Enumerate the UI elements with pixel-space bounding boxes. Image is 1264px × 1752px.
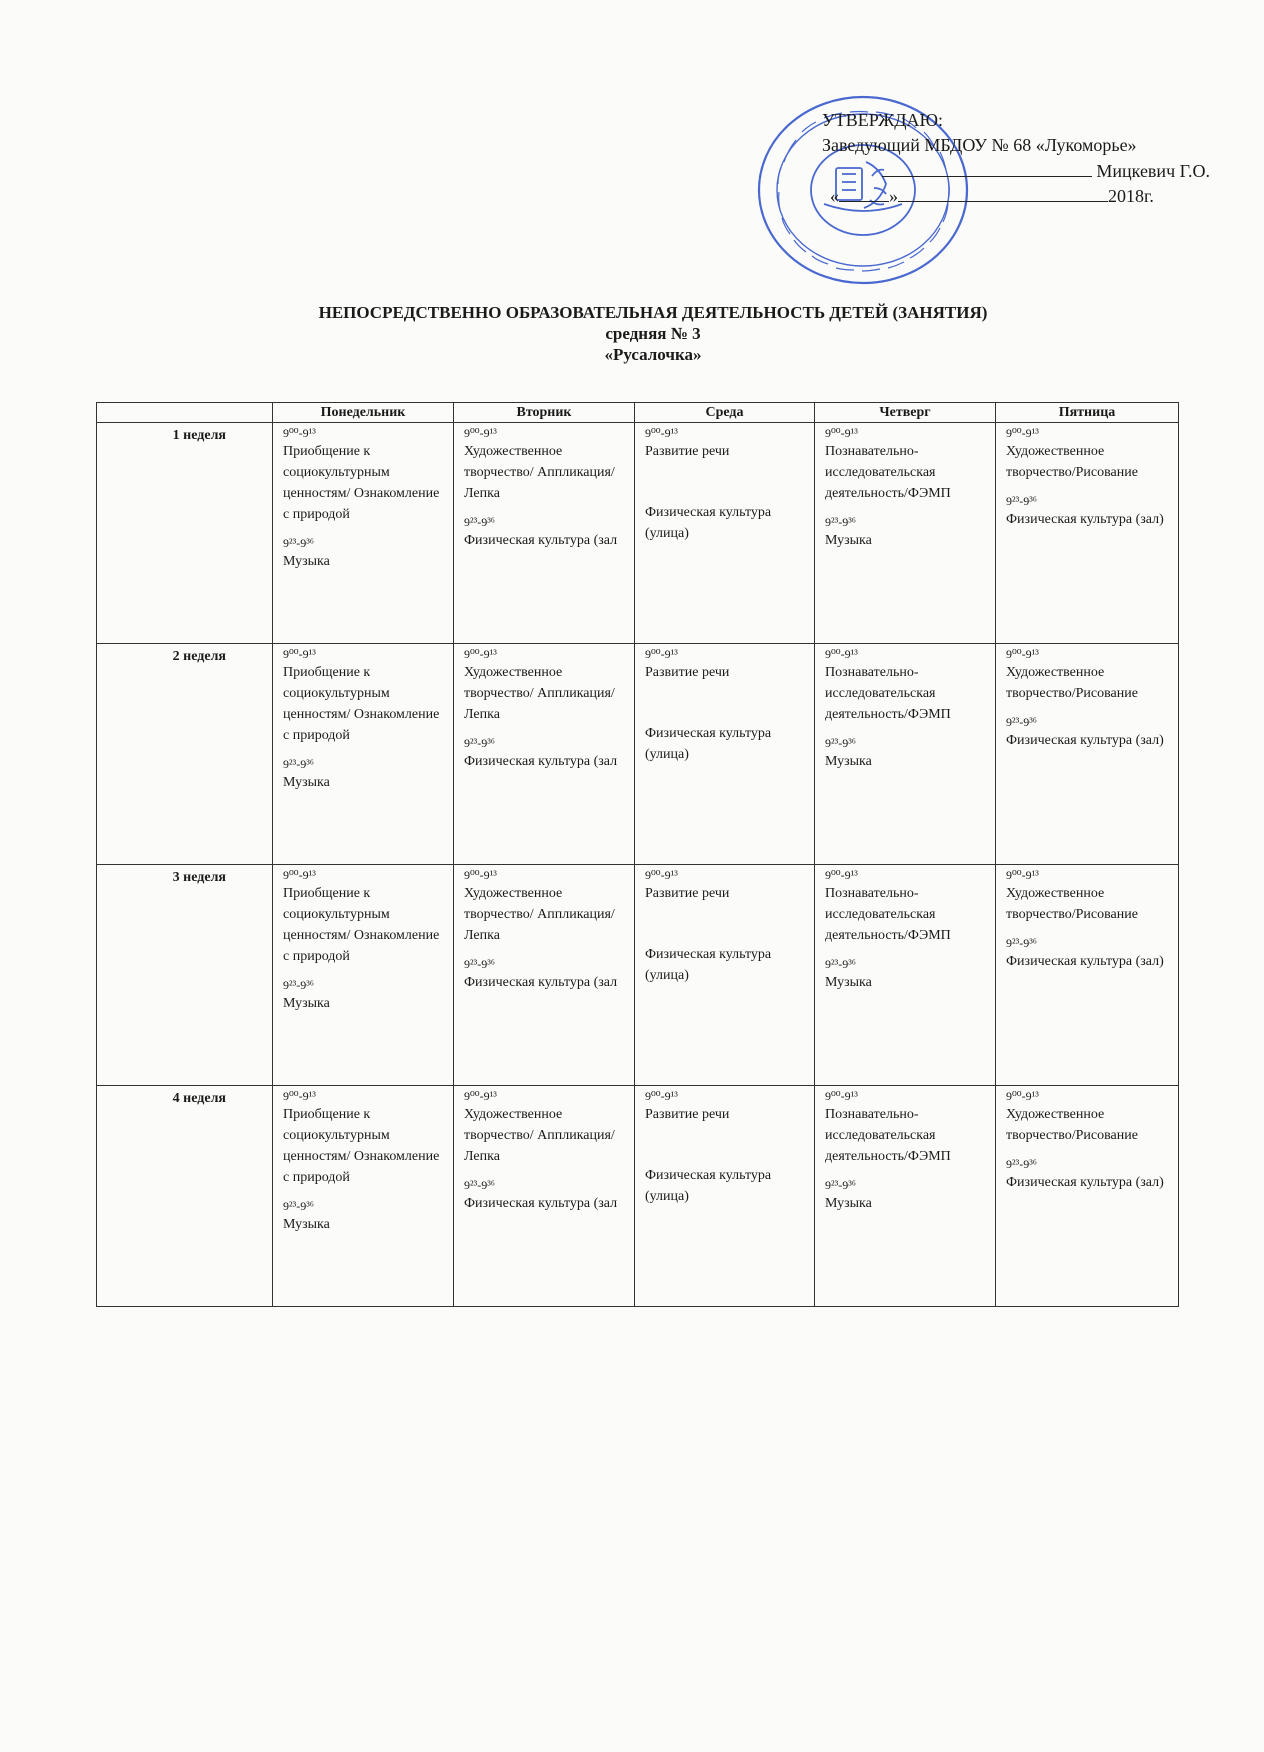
table-row	[97, 865, 1179, 1086]
time-slot-1: 9⁰⁰-9¹³	[1006, 1089, 1039, 1103]
time-slot-1: 9⁰⁰-9¹³	[825, 1089, 858, 1103]
approval-line-1: УТВЕРЖДАЮ:	[822, 110, 944, 130]
wednesday-cell	[635, 644, 815, 865]
month-blank	[898, 183, 1108, 202]
subject-1: Приобщение к социокультурным ценностям/ Ознакомление с природой	[283, 1107, 440, 1185]
time-slot-1: 9⁰⁰-9¹³	[1006, 647, 1039, 661]
subject-2: Физическая культура (зал	[464, 754, 618, 769]
thursday-cell	[815, 865, 996, 1086]
time-slot-1: 9⁰⁰-9¹³	[283, 868, 316, 882]
subject-2: Физическая культура (зал)	[1006, 954, 1164, 969]
time-slot-2: 9²³-9³⁶	[464, 736, 495, 750]
subject-2: Физическая культура (улица)	[645, 726, 772, 762]
time-slot-2: 9²³-9³⁶	[1006, 715, 1037, 729]
wednesday-cell	[635, 1086, 815, 1307]
subject-1: Развитие речи	[645, 444, 730, 459]
approval-line-3: Мицкевич Г.О.	[810, 158, 1210, 183]
time-slot-1: 9⁰⁰-9¹³	[464, 426, 497, 440]
time-slot-2: 9²³-9³⁶	[825, 736, 856, 750]
subject-2: Физическая культура (улица)	[645, 947, 772, 983]
time-slot-1: 9⁰⁰-9¹³	[464, 647, 497, 661]
table-row	[97, 644, 1179, 865]
subject-2: Физическая культура (зал)	[1006, 512, 1164, 527]
tuesday-cell	[454, 1086, 635, 1307]
time-slot-1: 9⁰⁰-9¹³	[825, 647, 858, 661]
subject-2: Физическая культура (зал	[464, 1196, 618, 1211]
friday-cell	[996, 865, 1179, 1086]
wednesday-cell	[635, 865, 815, 1086]
time-slot-2: 9²³-9³⁶	[1006, 936, 1037, 950]
approval-line-4: « » 2018г.	[810, 183, 1210, 208]
week-label: 1 неделя	[97, 423, 273, 644]
signature-line	[882, 158, 1092, 177]
time-slot-1: 9⁰⁰-9¹³	[825, 868, 858, 882]
table-row	[97, 1086, 1179, 1307]
subject-1: Художественное творчество/ Аппликация/Лепка	[464, 444, 615, 501]
day-blank	[839, 183, 889, 202]
group-name: «Русалочка»	[604, 345, 702, 364]
time-slot-1: 9⁰⁰-9¹³	[645, 1089, 678, 1103]
time-slot-2: 9²³-9³⁶	[464, 515, 495, 529]
subject-1: Развитие речи	[645, 665, 730, 680]
time-slot-2: 9²³-9³⁶	[464, 1178, 495, 1192]
time-slot-1: 9⁰⁰-9¹³	[645, 426, 678, 440]
wednesday-cell	[635, 423, 815, 644]
time-slot-1: 9⁰⁰-9¹³	[283, 426, 316, 440]
time-slot-2: 9²³-9³⁶	[283, 757, 314, 771]
time-slot-2: 9²³-9³⁶	[1006, 1157, 1037, 1171]
thursday-cell	[815, 644, 996, 865]
subject-2: Музыка	[283, 996, 330, 1011]
subject-2: Физическая культура (улица)	[645, 1168, 772, 1204]
monday-cell	[273, 423, 454, 644]
time-slot-2: 9²³-9³⁶	[283, 978, 314, 992]
header-row	[97, 403, 1179, 423]
monday-cell	[273, 644, 454, 865]
subject-1: Познавательно-исследовательская деятельность/ФЭМП	[825, 1107, 951, 1164]
time-slot-2: 9²³-9³⁶	[283, 1199, 314, 1213]
friday-cell	[996, 644, 1179, 865]
time-slot-2: 9²³-9³⁶	[283, 536, 314, 550]
time-slot-1: 9⁰⁰-9¹³	[1006, 868, 1039, 882]
subject-2: Музыка	[283, 1217, 330, 1232]
subject-2: Музыка	[283, 775, 330, 790]
header-tuesday: Вторник	[454, 403, 635, 423]
tuesday-cell	[454, 644, 635, 865]
time-slot-1: 9⁰⁰-9¹³	[1006, 426, 1039, 440]
subject-2: Музыка	[283, 554, 330, 569]
week-label: 3 неделя	[97, 865, 273, 1086]
time-slot-1: 9⁰⁰-9¹³	[645, 647, 678, 661]
header-friday: Пятница	[996, 403, 1179, 423]
header-thursday: Четверг	[815, 403, 996, 423]
subject-1: Приобщение к социокультурным ценностям/ Ознакомление с природой	[283, 444, 440, 522]
time-slot-2: 9²³-9³⁶	[825, 1178, 856, 1192]
subject-2: Музыка	[825, 1196, 872, 1211]
friday-cell	[996, 1086, 1179, 1307]
time-slot-2: 9²³-9³⁶	[464, 957, 495, 971]
subject-1: Приобщение к социокультурным ценностям/ Ознакомление с природой	[283, 665, 440, 743]
tuesday-cell	[454, 865, 635, 1086]
tuesday-cell	[454, 423, 635, 644]
page-title: НЕПОСРЕДСТВЕННО ОБРАЗОВАТЕЛЬНАЯ ДЕЯТЕЛЬНОСТЬ ДЕТЕЙ (ЗАНЯТИЯ)	[318, 303, 988, 322]
subject-1: Познавательно-исследовательская деятельность/ФЭМП	[825, 886, 951, 943]
subject-1: Художественное творчество/Рисование	[1006, 886, 1138, 922]
time-slot-1: 9⁰⁰-9¹³	[464, 868, 497, 882]
subject-1: Художественное творчество/Рисование	[1006, 1107, 1138, 1143]
time-slot-2: 9²³-9³⁶	[825, 515, 856, 529]
subject-2: Музыка	[825, 975, 872, 990]
thursday-cell	[815, 423, 996, 644]
time-slot-2: 9²³-9³⁶	[1006, 494, 1037, 508]
group-number: средняя № 3	[605, 324, 701, 343]
subject-1: Познавательно-исследовательская деятельность/ФЭМП	[825, 665, 951, 722]
subject-2: Физическая культура (улица)	[645, 505, 772, 541]
time-slot-1: 9⁰⁰-9¹³	[283, 1089, 316, 1103]
approval-block	[810, 108, 1210, 208]
friday-cell	[996, 423, 1179, 644]
subject-1: Художественное творчество/ Аппликация/Лепка	[464, 886, 615, 943]
subject-2: Физическая культура (зал	[464, 975, 618, 990]
time-slot-1: 9⁰⁰-9¹³	[283, 647, 316, 661]
subject-1: Художественное творчество/Рисование	[1006, 444, 1138, 480]
document-title	[0, 302, 1264, 365]
header-wednesday: Среда	[635, 403, 815, 423]
subject-2: Музыка	[825, 754, 872, 769]
subject-1: Художественное творчество/ Аппликация/Лепка	[464, 1107, 615, 1164]
week-label: 2 неделя	[97, 644, 273, 865]
subject-2: Физическая культура (зал	[464, 533, 618, 548]
subject-2: Физическая культура (зал)	[1006, 733, 1164, 748]
subject-1: Приобщение к социокультурным ценностям/ Ознакомление с природой	[283, 886, 440, 964]
table-row	[97, 423, 1179, 644]
time-slot-2: 9²³-9³⁶	[825, 957, 856, 971]
time-slot-1: 9⁰⁰-9¹³	[464, 1089, 497, 1103]
approval-line-2: Заведующий МБДОУ № 68 «Лукоморье»	[822, 135, 1137, 155]
week-label: 4 неделя	[97, 1086, 273, 1307]
subject-1: Познавательно-исследовательская деятельность/ФЭМП	[825, 444, 951, 501]
subject-2: Музыка	[825, 533, 872, 548]
subject-1: Художественное творчество/ Аппликация/Лепка	[464, 665, 615, 722]
header-monday: Понедельник	[273, 403, 454, 423]
time-slot-1: 9⁰⁰-9¹³	[645, 868, 678, 882]
thursday-cell	[815, 1086, 996, 1307]
time-slot-1: 9⁰⁰-9¹³	[825, 426, 858, 440]
schedule-table	[96, 402, 1179, 1307]
subject-1: Развитие речи	[645, 886, 730, 901]
subject-1: Развитие речи	[645, 1107, 730, 1122]
header-corner	[97, 403, 273, 423]
subject-2: Физическая культура (зал)	[1006, 1175, 1164, 1190]
monday-cell	[273, 865, 454, 1086]
subject-1: Художественное творчество/Рисование	[1006, 665, 1138, 701]
monday-cell	[273, 1086, 454, 1307]
